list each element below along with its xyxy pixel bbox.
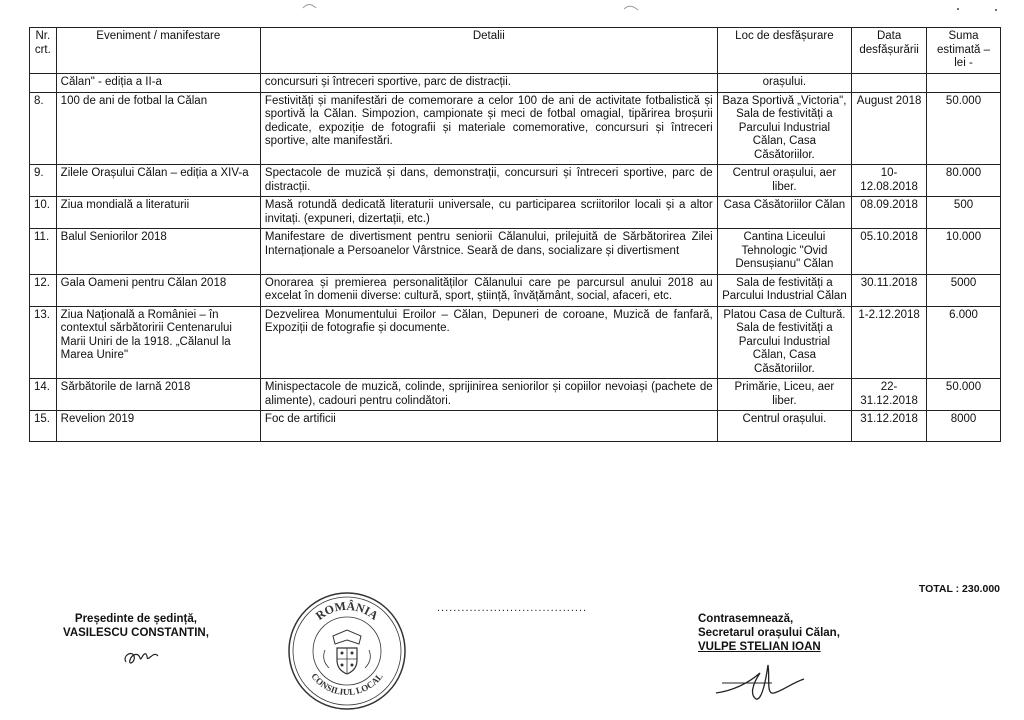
cell-data: 08.09.2018 — [852, 197, 927, 229]
table-header-row — [30, 28, 1001, 74]
cell-loc: orașului. — [717, 73, 851, 92]
secretary-handwritten-signature — [712, 655, 822, 705]
cell-suma: 10.000 — [927, 229, 1001, 275]
cell-suma: 50.000 — [927, 92, 1001, 165]
cell-suma: 6.000 — [927, 306, 1001, 379]
cell-detalii: Spectacole de muzică și dans, demonstrații, concursuri și întreceri sportive, parc de distracții. — [260, 165, 717, 197]
cell-detalii: Manifestare de divertisment pentru seniorii Călanului, prilejuită de Sărbătorirea Zilei Internaționale a Persoanelor Vârstnice. Seară de dans, socializare și divertisment — [260, 229, 717, 275]
table-row — [30, 92, 1001, 165]
signature-dotted-line: ..................................... — [437, 602, 588, 614]
secretary-title: Secretarul orașului Călan, — [698, 627, 840, 639]
header-nr: Nr. crt. — [30, 28, 57, 74]
cell-detalii: Festivități și manifestări de comemorare a celor 100 de ani de activitate fotbalistică și sportivă la Călan. Simpozion, campionate și meci de fotbal omagial, tipărirea broșurii dedicate, expoziție de fotografii și materiale comemorative, concursuri și întreceri sportive, alte manifestări. — [260, 92, 717, 165]
cell-loc: Centrul orașului, aer liber. — [717, 165, 851, 197]
cell-suma: 80.000 — [927, 165, 1001, 197]
table-row — [30, 306, 1001, 379]
signature-block-secretary — [698, 612, 840, 654]
president-handwritten-signature — [118, 640, 178, 670]
cell-loc: Platou Casa de Cultură. Sala de festivități a Parcului Industrial Călan, Casa Căsătoriilor. — [717, 306, 851, 379]
president-name: VASILESCU CONSTANTIN, — [63, 627, 209, 639]
events-table — [29, 27, 1001, 442]
table-row — [30, 197, 1001, 229]
cell-nr: 12. — [30, 274, 57, 306]
cell-nr: 11. — [30, 229, 57, 275]
cell-loc: Baza Sportivă „Victoria", Sala de festivități a Parcului Industrial Călan, Casa Căsătoriilor. — [717, 92, 851, 165]
cell-nr — [30, 73, 57, 92]
cell-loc: Centrul orașului. — [717, 411, 851, 442]
cell-data: 10-12.08.2018 — [852, 165, 927, 197]
cell-loc: Primărie, Liceu, aer liber. — [717, 379, 851, 411]
cell-loc: Sala de festivități a Parcului Industrial Călan — [717, 274, 851, 306]
table-row — [30, 379, 1001, 411]
header-data: Data desfășurării — [852, 28, 927, 74]
scan-artifact-marks — [0, 0, 1024, 20]
cell-eveniment: 100 de ani de fotbal la Călan — [56, 92, 260, 165]
cell-suma — [927, 73, 1001, 92]
president-title: Președinte de ședință, — [74, 613, 197, 625]
local-council-seal-icon — [286, 590, 408, 712]
cell-nr: 9. — [30, 165, 57, 197]
cell-data: 1-2.12.2018 — [852, 306, 927, 379]
cell-eveniment: Călan" - ediția a II-a — [56, 73, 260, 92]
cell-loc: Cantina Liceului Tehnologic "Ovid Densușianu" Călan — [717, 229, 851, 275]
header-loc: Loc de desfășurare — [717, 28, 851, 74]
cell-loc: Casa Căsătoriilor Călan — [717, 197, 851, 229]
cell-nr: 8. — [30, 92, 57, 165]
table-row — [30, 229, 1001, 275]
total-amount: TOTAL : 230.000 — [918, 583, 1000, 595]
cell-detalii: Masă rotundă dedicată literaturii universale, cu participarea scriitorilor locali și a altor invitați. (expuneri, dizertații, etc.) — [260, 197, 717, 229]
cell-eveniment: Sărbătorile de Iarnă 2018 — [56, 379, 260, 411]
cell-suma: 50.000 — [927, 379, 1001, 411]
cell-detalii: Foc de artificii — [260, 411, 717, 442]
cell-eveniment: Ziua Națională a României – în contextul sărbătoririi Centenarului Marii Uniri de la 1918. „Călanul la Marea Unire" — [56, 306, 260, 379]
cell-detalii: Minispectacole de muzică, colinde, sprijinirea seniorilor și copiilor nevoiași (pachete de alimente), cadouri pentru colindători. — [260, 379, 717, 411]
svg-text:ROMÂNIA: ROMÂNIA — [312, 598, 382, 623]
cell-nr: 13. — [30, 306, 57, 379]
signature-block-president — [63, 612, 209, 640]
cell-nr: 14. — [30, 379, 57, 411]
cell-data: 22-31.12.2018 — [852, 379, 927, 411]
cell-data: August 2018 — [852, 92, 927, 165]
cell-eveniment: Ziua mondială a literaturii — [56, 197, 260, 229]
cell-data: 30.11.2018 — [852, 274, 927, 306]
table-row — [30, 274, 1001, 306]
cell-data: 05.10.2018 — [852, 229, 927, 275]
header-detalii: Detalii — [260, 28, 717, 74]
svg-text:CONSILIUL LOCAL: CONSILIUL LOCAL — [309, 671, 385, 698]
cell-data: 31.12.2018 — [852, 411, 927, 442]
cell-nr: 15. — [30, 411, 57, 442]
cell-suma: 5000 — [927, 274, 1001, 306]
cell-suma: 500 — [927, 197, 1001, 229]
cell-suma: 8000 — [927, 411, 1001, 442]
cell-eveniment: Revelion 2019 — [56, 411, 260, 442]
secretary-name: VULPE STELIAN IOAN — [698, 641, 821, 653]
cell-detalii: Onorarea și premierea personalităților Călanului care pe parcursul anului 2018 au excelat în domenii diverse: cultură, sport, știință, învățământ, social, afaceri, etc. — [260, 274, 717, 306]
secretary-countersign-label: Contrasemnează, — [698, 613, 794, 625]
table-row — [30, 73, 1001, 92]
cell-detalii: Dezvelirea Monumentului Eroilor – Călan, Depuneri de coroane, Muzică de fanfară, Expoziții de fotografie și documente. — [260, 306, 717, 379]
cell-nr: 10. — [30, 197, 57, 229]
header-suma: Suma estimată – lei - — [927, 28, 1001, 74]
table-row — [30, 165, 1001, 197]
cell-eveniment: Balul Seniorilor 2018 — [56, 229, 260, 275]
table-row — [30, 411, 1001, 442]
cell-data — [852, 73, 927, 92]
cell-eveniment: Zilele Orașului Călan – ediția a XIV-a — [56, 165, 260, 197]
cell-eveniment: Gala Oameni pentru Călan 2018 — [56, 274, 260, 306]
cell-detalii: concursuri și întreceri sportive, parc de distracții. — [260, 73, 717, 92]
header-eveniment: Eveniment / manifestare — [56, 28, 260, 74]
